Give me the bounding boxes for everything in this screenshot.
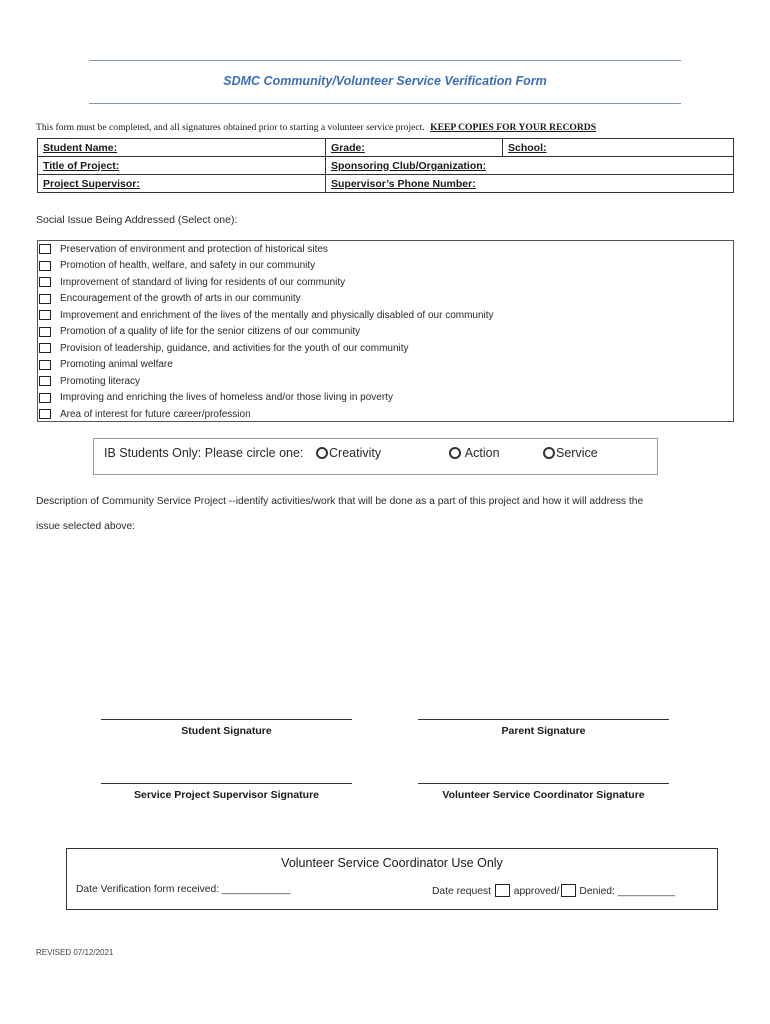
issue-label: Improving and enriching the lives of homeless and/or those living in poverty — [60, 392, 393, 404]
form-title: SDMC Community/Volunteer Service Verification Form — [223, 74, 547, 88]
issue-item[interactable] — [38, 340, 733, 357]
social-issue-label: Social Issue Being Addressed (Select one): — [36, 214, 238, 226]
date-request-row — [432, 884, 675, 897]
grade-label: Grade: — [331, 141, 365, 154]
sponsoring-club-field[interactable] — [326, 157, 734, 175]
title-of-project-label: Title of Project: — [43, 159, 120, 172]
checkbox[interactable] — [39, 261, 51, 271]
project-supervisor-field[interactable] — [38, 175, 326, 193]
social-issue-list — [37, 240, 734, 422]
checkbox[interactable] — [39, 244, 51, 254]
sponsoring-club-label: Sponsoring Club/Organization: — [331, 159, 487, 172]
issue-item[interactable] — [38, 373, 733, 390]
school-field[interactable] — [503, 139, 734, 157]
supervisor-signature-line[interactable] — [101, 783, 352, 784]
issue-label: Preservation of environment and protection of historical sites — [60, 243, 328, 255]
ib-option-label: Service — [556, 446, 598, 460]
checkbox[interactable] — [39, 310, 51, 320]
grade-field[interactable] — [326, 139, 503, 157]
issue-item[interactable] — [38, 390, 733, 407]
radio-icon[interactable] — [543, 447, 555, 459]
intro-text — [36, 122, 736, 133]
issue-item[interactable] — [38, 324, 733, 341]
ib-option-label: Action — [462, 446, 500, 460]
issue-item[interactable] — [38, 241, 733, 258]
issue-item[interactable] — [38, 357, 733, 374]
supervisor-phone-label: Supervisor’s Phone Number: — [331, 177, 476, 190]
title-rule-bottom — [89, 103, 681, 104]
issue-item[interactable] — [38, 291, 733, 308]
description-prompt-line2: issue selected above: — [36, 521, 136, 532]
checkbox[interactable] — [39, 294, 51, 304]
radio-icon[interactable] — [449, 447, 461, 459]
checkbox[interactable] — [39, 376, 51, 386]
date-request-label: Date request — [432, 886, 491, 897]
issue-label: Improvement and enrichment of the lives of the mentally and physically disabled of our community — [60, 309, 494, 321]
keep-copies-notice: KEEP COPIES FOR YOUR RECORDS — [430, 122, 597, 133]
checkbox[interactable] — [39, 327, 51, 337]
issue-item[interactable] — [38, 307, 733, 324]
checkbox[interactable] — [39, 277, 51, 287]
issue-label: Encouragement of the growth of arts in our community — [60, 293, 301, 305]
issue-label: Promotion of health, welfare, and safety in our community — [60, 260, 316, 272]
description-area[interactable] — [36, 540, 733, 700]
issue-label: Promoting animal welfare — [60, 359, 173, 371]
student-name-label: Student Name: — [43, 141, 118, 154]
parent-signature-label: Parent Signature — [501, 725, 586, 737]
issue-label: Promoting literacy — [60, 375, 141, 387]
student-signature-label: Student Signature — [181, 725, 272, 737]
denied-label: Denied: __________ — [579, 886, 676, 897]
project-supervisor-label: Project Supervisor: — [43, 177, 140, 190]
issue-item[interactable] — [38, 274, 733, 291]
radio-icon[interactable] — [316, 447, 328, 459]
title-rule-top — [89, 60, 681, 61]
ib-option-creativity[interactable] — [316, 446, 381, 460]
issue-label: Area of interest for future career/profession — [60, 408, 251, 420]
checkbox[interactable] — [39, 393, 51, 403]
description-prompt-line1: Description of Community Service Project --identify activities/work that will be done as a part of this project and how it will address the — [36, 496, 644, 507]
coordinator-signature-label: Volunteer Service Coordinator Signature — [442, 789, 645, 801]
checkbox[interactable] — [39, 409, 51, 419]
intro-instructions: This form must be completed, and all signatures obtained prior to starting a volunteer service project. — [36, 122, 425, 133]
coordinator-signature-line[interactable] — [418, 783, 669, 784]
parent-signature-line[interactable] — [418, 719, 669, 720]
issue-label: Promotion of a quality of life for the senior citizens of our community — [60, 326, 361, 338]
student-signature-line[interactable] — [101, 719, 352, 720]
issue-label: Provision of leadership, guidance, and activities for the youth of our community — [60, 342, 409, 354]
issue-item[interactable] — [38, 406, 733, 423]
supervisor-signature-label: Service Project Supervisor Signature — [134, 789, 319, 801]
student-name-field[interactable] — [38, 139, 326, 157]
issue-item[interactable] — [38, 258, 733, 275]
checkbox[interactable] — [39, 360, 51, 370]
project-info-table — [37, 138, 734, 193]
checkbox[interactable] — [39, 343, 51, 353]
coordinator-use-title: Volunteer Service Coordinator Use Only — [281, 856, 503, 870]
school-label: School: — [508, 141, 547, 154]
date-received-field[interactable]: Date Verification form received: ____________ — [76, 884, 291, 895]
revised-date: REVISED 07/12/2021 — [36, 948, 114, 957]
title-of-project-field[interactable] — [38, 157, 326, 175]
approved-label: approved/ — [513, 886, 560, 897]
issue-label: Improvement of standard of living for residents of our community — [60, 276, 346, 288]
ib-prompt: IB Students Only: Please circle one: — [104, 446, 304, 460]
ib-option-label: Creativity — [329, 446, 382, 460]
supervisor-phone-field[interactable] — [326, 175, 734, 193]
approved-checkbox[interactable] — [495, 884, 510, 897]
denied-checkbox[interactable] — [561, 884, 576, 897]
ib-option-action[interactable] — [449, 446, 500, 460]
ib-option-service[interactable] — [543, 446, 598, 460]
